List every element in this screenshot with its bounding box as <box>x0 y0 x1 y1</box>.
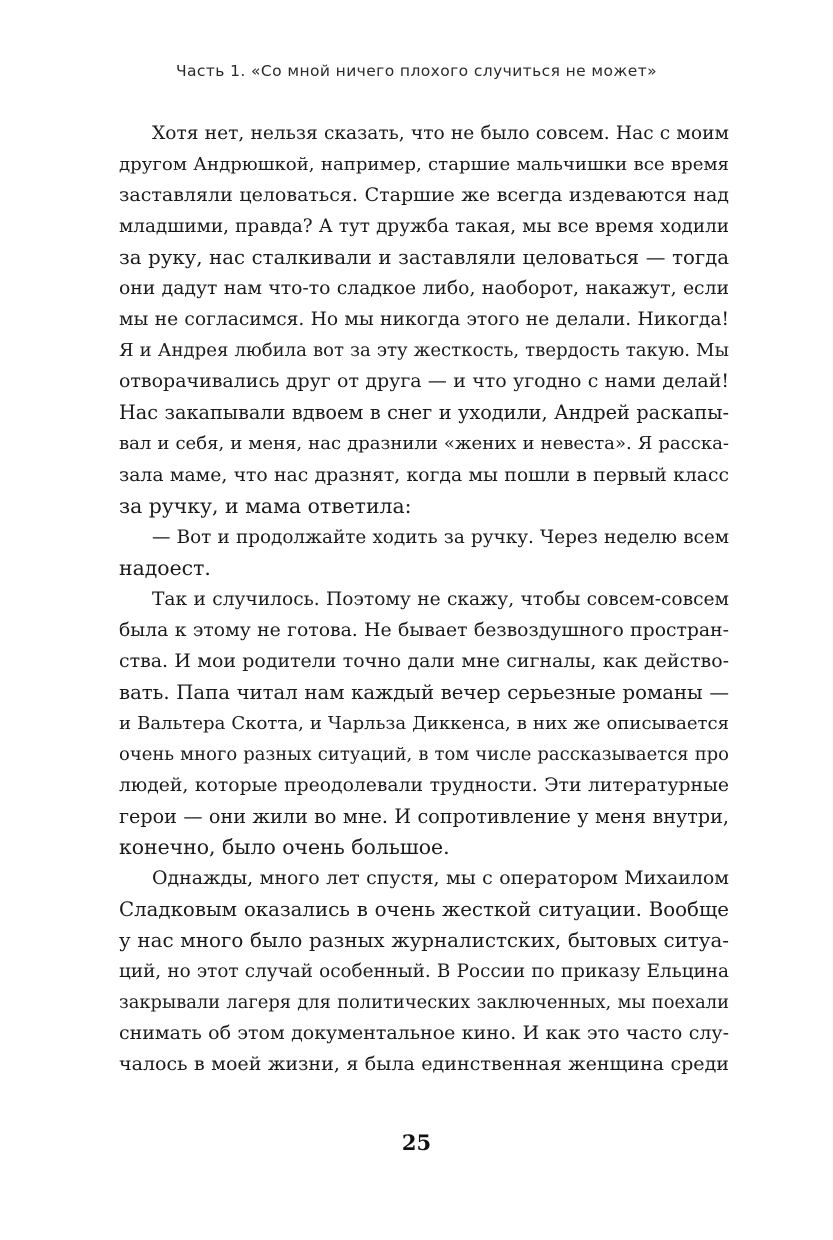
text-line: конечно, было очень большое. <box>119 835 450 860</box>
text-line: младшими, правда? А тут дружба такая, мы все время ходили <box>119 216 729 238</box>
text-line: — Вот и продолжайте ходить за ручку. Через неделю всем <box>152 526 729 548</box>
text-line: Однажды, много лет спустя, мы с оператором Михаилом <box>152 867 729 890</box>
text-line: чалось в моей жизни, я была единственная женщина среди <box>119 1053 729 1076</box>
text-line: зала маме, что нас дразнят, когда мы пошли в первый класс <box>119 464 729 486</box>
text-line: и Вальтера Скотта, и Чарльза Диккенса, в них же описывается <box>119 712 729 734</box>
page-number: 25 <box>401 1130 432 1155</box>
text-line: за руку, нас сталкивали и заставляли целоваться — тогда <box>119 246 729 270</box>
running-head: Часть 1. «Со мной ничего плохого случиться не может» <box>175 62 658 80</box>
text-line: ций, но этот случай особенный. В России по приказу Ельцина <box>119 961 729 983</box>
text-line: за ручку, и мама ответила: <box>119 493 412 518</box>
text-line: другом Андрюшкой, например, старшие мальчишки все время <box>119 154 729 176</box>
text-line: вал и себя, и меня, нас дразнили «жених и невеста». Я расска- <box>119 433 729 455</box>
text-line: мы не согласимся. Но мы никогда этого не делали. Никогда! <box>119 309 729 331</box>
text-line: заставляли целоваться. Старшие же всегда издеваются над <box>119 184 729 207</box>
text-line: закрывали лагеря для политических заключенных, мы поехали <box>119 992 729 1014</box>
text-line: отворачивались друг от друга — и что угодно с нами делай! <box>119 370 729 393</box>
text-line: Хотя нет, нельзя сказать, что не было совсем. Нас с моим <box>152 123 729 144</box>
text-line: снимать об этом документальное кино. И как это часто слу- <box>119 1022 729 1045</box>
text-line: герои — они жили во мне. И сопротивление у меня внутри, <box>119 805 729 829</box>
text-line: Нас закапывали вдвоем в снег и уходили, Андрей раскапы- <box>119 401 729 425</box>
body-text <box>119 118 729 1080</box>
text-line: надоест. <box>119 555 211 580</box>
text-line: Я и Андрея любила вот за эту жесткость, твердость такую. Мы <box>119 340 729 362</box>
text-line: очень много разных ситуаций, в том числе рассказывается про <box>119 743 729 765</box>
text-line: была к этому не готова. Не бывает безвоздушного простран- <box>119 619 729 641</box>
text-line: Сладковым оказались в очень жесткой ситуации. Вообще <box>119 898 729 922</box>
text-line: ства. И мои родители точно дали мне сигналы, как действо- <box>119 649 729 672</box>
text-line: у нас много было разных журналистских, бытовых ситуа- <box>119 929 729 953</box>
text-line: вать. Папа читал нам каждый вечер серьезные романы — <box>119 680 729 704</box>
text-line: они дадут нам что-то сладкое либо, наоборот, накажут, если <box>119 278 729 300</box>
text-line: людей, которые преодолевали трудности. Эти литературные <box>119 774 729 796</box>
text-line: Так и случилось. Поэтому не скажу, чтобы совсем-совсем <box>152 588 729 610</box>
